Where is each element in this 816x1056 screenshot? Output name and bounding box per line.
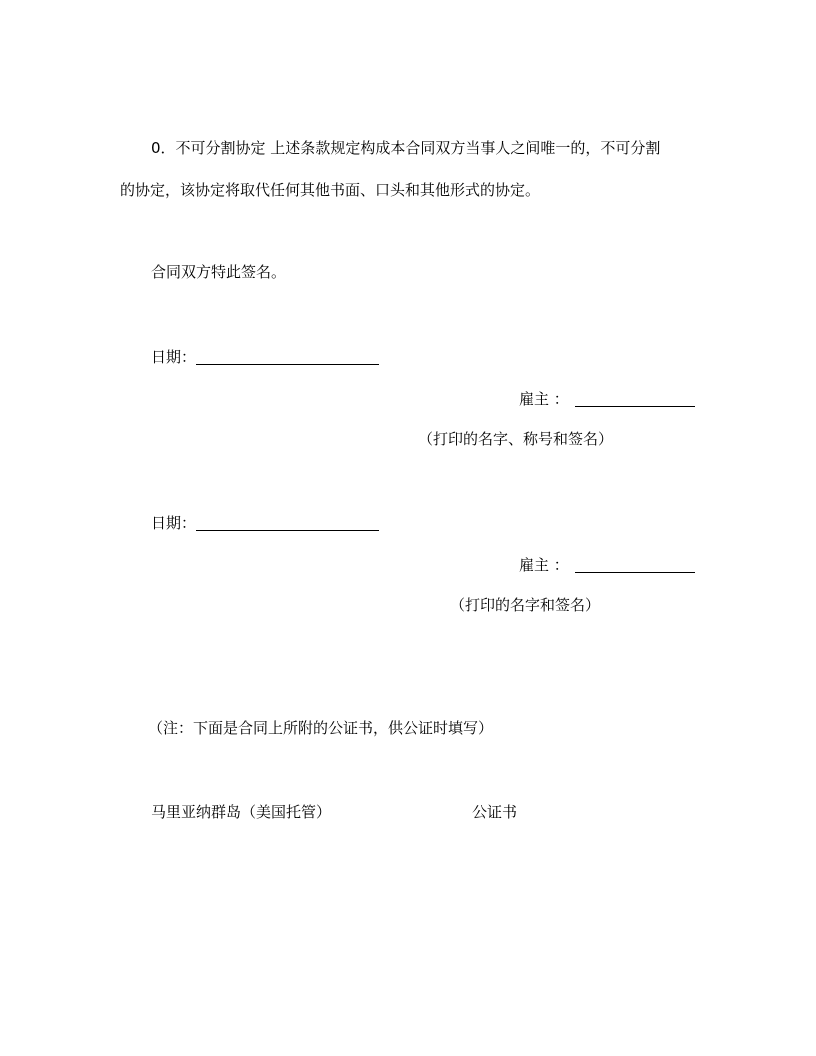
date-row-1 xyxy=(151,346,379,367)
employer-label-2: 雇主 ： xyxy=(519,556,569,574)
date-line-1[interactable] xyxy=(196,349,379,365)
employer-row-1 xyxy=(519,388,695,409)
clause-line-2: 的协定，该协定将取代任何其他书面、口头和其他形式的协定。 xyxy=(120,181,541,199)
note: （注：下面是合同上所附的公证书，供公证时填写） xyxy=(148,719,494,737)
date-label-1: 日期： xyxy=(151,348,197,366)
date-label-2: 日期： xyxy=(151,514,197,532)
employer-row-2 xyxy=(519,554,695,575)
caption-2: （打印的名字和签名） xyxy=(450,596,601,614)
clause-line-1: 0．不可分割协定 上述条款规定构成本合同双方当事人之间唯一的，不可分割 xyxy=(151,139,661,157)
signing-statement: 合同双方特此签名。 xyxy=(151,263,287,281)
date-row-2 xyxy=(151,512,379,533)
employer-line-1[interactable] xyxy=(575,391,695,407)
caption-1: （打印的名字、称号和签名） xyxy=(418,430,614,448)
notary-location: 马里亚纳群岛（美国托管） xyxy=(151,803,332,821)
notary-title: 公证书 xyxy=(472,803,518,821)
employer-label-1: 雇主 ： xyxy=(519,390,569,408)
date-line-2[interactable] xyxy=(196,515,379,531)
employer-line-2[interactable] xyxy=(575,557,695,573)
